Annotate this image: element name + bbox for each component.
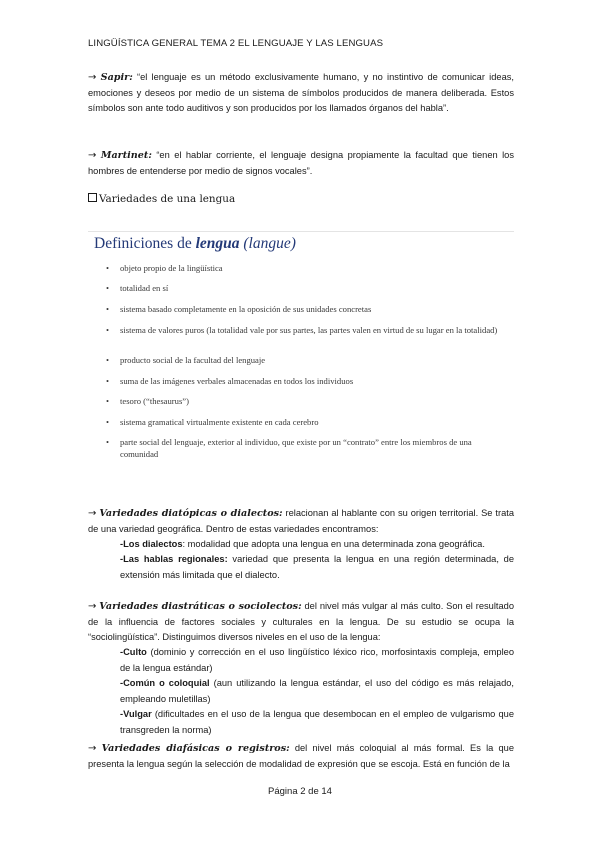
arrow-icon: →: [88, 150, 97, 161]
diafasicas-label: Variedades diafásicas o registros:: [101, 743, 290, 754]
diatopicas-item-hablas: [120, 552, 514, 583]
figure-title: [94, 235, 296, 253]
diafasicas-paragraph: [88, 741, 514, 772]
list-item: • suma de las imágenes verbales almacenadas en todos los individuos: [120, 376, 512, 388]
arrow-icon: →: [88, 743, 97, 754]
item-bold: -Común o coloquial: [120, 678, 210, 688]
arrow-icon: →: [88, 508, 97, 519]
item-bold: -Vulgar: [120, 709, 152, 719]
list-item: • tesoro (“thesaurus”): [120, 396, 512, 408]
diastraticas-label: Variedades diastráticas o sociolectos:: [99, 601, 302, 612]
figure-title-suffix: (langue): [239, 235, 296, 252]
sapir-text: “el lenguaje es un método exclusivamente humano, y no instintivo de comunicar ideas, emociones y deseos por medio de un sistema de símbolos producidos de manera deliberada. Estos símbolos son ante todo auditivos y son producidos por los llamados órganos del habla”.: [88, 72, 514, 114]
figure-title-bold: lengua: [195, 235, 240, 252]
martinet-text: “en el hablar corriente, el lenguaje designa propiamente la facultad que tienen los hombres de entenderse por medio de signos vocales”.: [88, 150, 514, 176]
list-item: • objeto propio de la lingüística: [120, 263, 512, 275]
diafasicas-text: del nivel más coloquial al más formal. Es la que presenta la lengua según la selección de modalidad de expresión que se escoja. Está en función de la: [88, 743, 514, 769]
item-text: (aun utilizando la lengua estándar, el uso del código es más relajado, empleando muletillas): [120, 678, 515, 704]
figure-title-prefix: Definiciones de: [94, 235, 196, 252]
list-item: • parte social del lenguaje, exterior al individuo, que existe por un “contrato” entre los miembros de una comunidad: [120, 437, 512, 460]
diatopicas-label: Variedades diatópicas o dialectos:: [99, 508, 283, 519]
arrow-icon: →: [88, 72, 97, 83]
diastraticas-text: del nivel más vulgar al más culto. Son el resultado de la influencia de factores sociales y culturales en la lengua. De su estudio se ocupa la “sociolingüística”. Distinguimos diversos niveles en el uso de la lengua:: [88, 601, 514, 643]
arrow-icon: →: [88, 601, 97, 612]
list-item: • producto social de la facultad del lenguaje: [120, 355, 512, 367]
martinet-quote: [88, 148, 514, 179]
sapir-quote: [88, 70, 514, 117]
diatopicas-paragraph: [88, 506, 514, 537]
definitions-figure: [88, 231, 514, 467]
diatopicas-item-dialectos: [120, 537, 514, 553]
diastraticas-item-culto: [120, 645, 514, 676]
checkbox-bullet-icon: [88, 193, 97, 202]
page-number: Página 2 de 14: [268, 786, 332, 797]
item-text: : modalidad que adopta una lengua en una determinada zona geográfica.: [182, 539, 485, 549]
running-header: LINGÜÍSTICA GENERAL TEMA 2 EL LENGUAJE Y LAS LENGUAS: [88, 38, 384, 49]
list-item: • sistema de valores puros (la totalidad vale por sus partes, las partes valen en virtud de su lugar en la totalidad): [120, 325, 512, 337]
item-text: variedad que presenta la lengua en una región determinada, de extensión más limitada que el dialecto.: [120, 554, 514, 580]
section-heading: [88, 193, 235, 205]
figure-divider: [88, 231, 514, 232]
diastraticas-item-comun: [120, 676, 514, 707]
list-item: • totalidad en sí: [120, 283, 512, 295]
list-item: • sistema basado completamente en la oposición de sus unidades concretas: [120, 304, 512, 316]
item-bold: -Los dialectos: [120, 539, 183, 549]
sapir-label: Sapir:: [100, 72, 133, 83]
diastraticas-paragraph: [88, 599, 514, 646]
item-bold: -Las hablas regionales:: [120, 554, 228, 564]
diatopicas-text: relacionan al hablante con su origen territorial. Se trata de una variedad geográfica. Dentro de estas variedades encontramos:: [88, 508, 514, 534]
item-text: (dominio y corrección en el uso lingüístico léxico rico, morfosintaxis compleja, empleo de la lengua estándar): [120, 647, 514, 673]
diastraticas-item-vulgar: [120, 707, 514, 738]
martinet-label: Martinet:: [100, 150, 152, 161]
list-item: • sistema gramatical virtualmente existente en cada cerebro: [120, 417, 512, 429]
section-title: Variedades de una lengua: [99, 193, 236, 205]
item-text: (dificultades en el uso de la lengua que desembocan en el empleo de vulgarismo que transgreden la norma): [120, 709, 514, 735]
item-bold: -Culto: [120, 647, 147, 657]
